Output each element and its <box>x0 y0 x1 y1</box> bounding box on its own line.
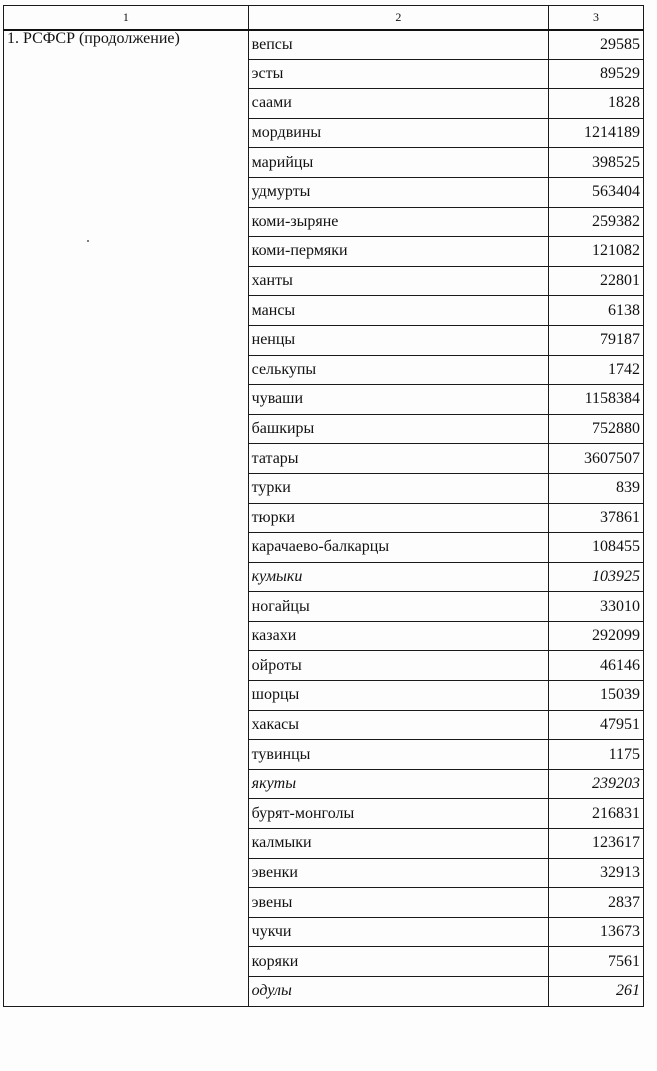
nationality-name: якуты <box>248 769 548 799</box>
table-header <box>4 6 644 30</box>
population-value: 6138 <box>549 296 644 326</box>
nationality-name: казахи <box>248 621 548 651</box>
nationality-name: чуваши <box>248 385 548 415</box>
population-value: 839 <box>549 473 644 503</box>
population-value: 261 <box>549 977 644 1007</box>
population-value: 79187 <box>549 325 644 355</box>
population-value: 33010 <box>549 592 644 622</box>
population-value: 1158384 <box>549 385 644 415</box>
nationality-name: хакасы <box>248 710 548 740</box>
nationality-name: турки <box>248 473 548 503</box>
population-value: 32913 <box>549 858 644 888</box>
population-value: 292099 <box>549 621 644 651</box>
table-row <box>4 30 644 60</box>
population-value: 1828 <box>549 89 644 119</box>
table-body <box>4 30 644 1007</box>
nationality-name: башкиры <box>248 414 548 444</box>
nationality-name: марийцы <box>248 148 548 178</box>
nationality-name: карачаево-балкарцы <box>248 533 548 563</box>
region-cell: 1. РСФСР (продолжение) <box>4 30 249 1007</box>
nationality-name: удмурты <box>248 177 548 207</box>
nationality-name: эвенки <box>248 858 548 888</box>
population-value: 7561 <box>549 947 644 977</box>
header-col-2: 2 <box>248 6 548 30</box>
nationality-name: мансы <box>248 296 548 326</box>
population-value: 1742 <box>549 355 644 385</box>
nationality-name: тюрки <box>248 503 548 533</box>
population-value: 123617 <box>549 829 644 859</box>
nationality-name: селькупы <box>248 355 548 385</box>
nationality-name: коми-зыряне <box>248 207 548 237</box>
header-row <box>4 6 644 30</box>
nationality-name: чукчи <box>248 917 548 947</box>
population-value: 46146 <box>549 651 644 681</box>
nationality-name: шорцы <box>248 681 548 711</box>
population-value: 121082 <box>549 237 644 267</box>
population-value: 752880 <box>549 414 644 444</box>
header-col-1: 1 <box>4 6 249 30</box>
nationality-name: ойроты <box>248 651 548 681</box>
population-value: 13673 <box>549 917 644 947</box>
nationality-name: эвены <box>248 888 548 918</box>
nationality-name: калмыки <box>248 829 548 859</box>
population-value: 216831 <box>549 799 644 829</box>
population-value: 47951 <box>549 710 644 740</box>
nationality-name: татары <box>248 444 548 474</box>
population-value: 15039 <box>549 681 644 711</box>
population-value: 29585 <box>549 30 644 60</box>
nationality-name: эсты <box>248 59 548 89</box>
population-value: 103925 <box>549 562 644 592</box>
population-value: 2837 <box>549 888 644 918</box>
nationality-name: ногайцы <box>248 592 548 622</box>
population-value: 1214189 <box>549 118 644 148</box>
population-value: 563404 <box>549 177 644 207</box>
nationality-name: коряки <box>248 947 548 977</box>
population-value: 37861 <box>549 503 644 533</box>
population-value: 239203 <box>549 769 644 799</box>
population-value: 398525 <box>549 148 644 178</box>
nationality-name: бурят-монголы <box>248 799 548 829</box>
nationality-name: ненцы <box>248 325 548 355</box>
nationality-name: саами <box>248 89 548 119</box>
population-value: 22801 <box>549 266 644 296</box>
scan-speck <box>87 240 89 242</box>
nationality-name: вепсы <box>248 30 548 60</box>
nationality-name: одулы <box>248 977 548 1007</box>
census-table <box>3 5 644 1007</box>
population-value: 89529 <box>549 59 644 89</box>
nationality-name: ханты <box>248 266 548 296</box>
nationality-name: тувинцы <box>248 740 548 770</box>
population-value: 259382 <box>549 207 644 237</box>
nationality-name: кумыки <box>248 562 548 592</box>
population-value: 108455 <box>549 533 644 563</box>
nationality-name: коми-пермяки <box>248 237 548 267</box>
population-value: 1175 <box>549 740 644 770</box>
header-col-3: 3 <box>549 6 644 30</box>
population-value: 3607507 <box>549 444 644 474</box>
nationality-name: мордвины <box>248 118 548 148</box>
